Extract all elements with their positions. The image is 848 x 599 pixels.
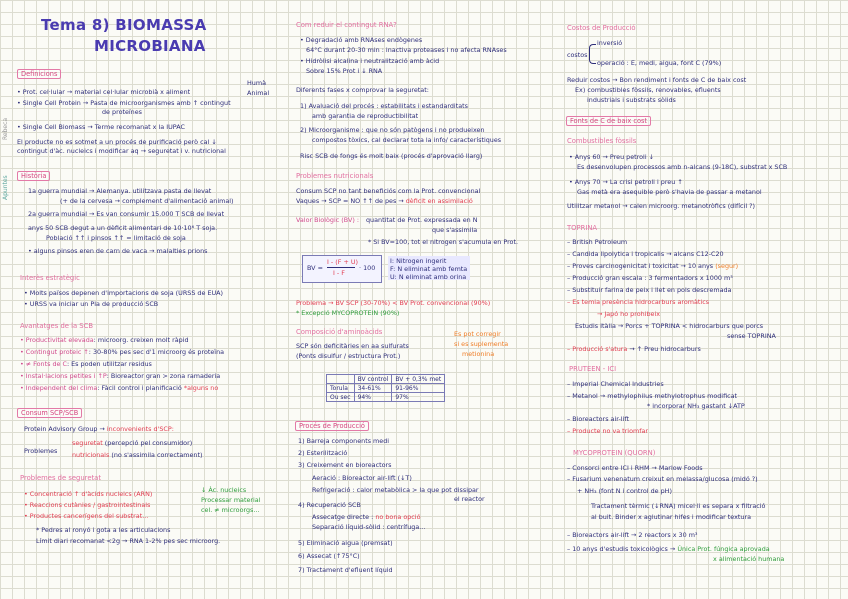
text-line: nutricionals (no s'assimila correctament) xyxy=(72,451,203,459)
text-line: Ex) combustibles fòssils, renovables, efluents xyxy=(575,86,721,94)
text-line: Tractament tèrmic (↓RNA) micel·li es separa x filtració xyxy=(591,502,766,510)
text-line: Es pot corregir xyxy=(454,330,501,338)
text-line: I: Nitrogen ingerit xyxy=(390,257,447,265)
text-line: • Concentració ↑ d'àcids nucleics (ARN) xyxy=(24,490,153,498)
section-header-interes: Interès estratègic xyxy=(20,274,80,282)
watermark-author: Rebeca xyxy=(2,117,9,140)
text-line: x alimentació humana xyxy=(713,555,785,563)
page-title-line2: MICROBIANA xyxy=(94,37,206,55)
text-line: • Reaccions cutànies / gastrointestinals xyxy=(24,501,151,509)
text-line: • Independent del clima: Fàcil control i planificació *alguns no xyxy=(20,384,219,392)
text-line: – Producció gran escala : 3 fermentadors x 1000 m³ xyxy=(567,274,733,282)
text-line: • Single Cell Protein → Pasta de microorganismes amb ↑ contingut xyxy=(17,99,231,107)
text-line: – Fusarium venenatum creixut en melassa/glucosa (midó ?) xyxy=(567,475,758,483)
text-line: • URSS va iniciar un Pla de producció SCB xyxy=(24,300,159,308)
text-line: 4) Recuperació SCB xyxy=(298,501,361,509)
section-header-nutricionals: Problemes nutricionals xyxy=(296,172,374,180)
text-line: industrials i substrats sòlids xyxy=(587,96,676,104)
text-line: Problemes xyxy=(24,447,58,455)
page-title-line1: Tema 8) BIOMASSA xyxy=(41,16,207,34)
text-line: * Si BV=100, tot el nitrogen s'acumula en Prot. xyxy=(368,238,519,246)
text-line: Vaques → SCP = NO ↑↑ de pes → dèficit en assimilació xyxy=(296,197,473,205)
text-line: • Hidròlisi alcalina i neutralització amb àcid xyxy=(300,57,440,65)
text-line: Es desenvolupen processos amb n-alcans (9-18C), substrat x SCB xyxy=(577,163,788,171)
text-line: • ≠ Fonts de C: Es poden utilitzar residus xyxy=(20,360,152,368)
text-line: si es suplementa xyxy=(454,340,509,348)
text-line: – Producte no va triomfar xyxy=(567,427,649,435)
text-line: * Pedres al ronyó i gota a les articulacions xyxy=(36,526,171,534)
text-line: Límit diari recomanat <2g → RNA 1-2% pes sec microorg. xyxy=(36,537,221,545)
text-line: • Productes cancerígens del substrat... xyxy=(24,512,149,520)
text-line: 2a guerra mundial → Es van consumir 15.000 T SCB de llevat xyxy=(28,210,225,218)
table-cell: Ou sec xyxy=(327,393,355,402)
text-line: Reduir costos → Bon rendiment i fonts de C de baix cost xyxy=(567,76,747,84)
text-line: • Anys 60 → Preu petroli ↓ xyxy=(569,153,654,161)
text-line: 64°C durant 20-30 min : inactiva proteases i no afecta RNAses xyxy=(306,46,507,54)
table-header: BV + 0,3% met xyxy=(392,375,445,384)
text-line: operació : E, medi, aigua, font C (79%) xyxy=(597,59,722,67)
text-line: Població ↑↑ i pinsos ↑↑ = limitació de soja xyxy=(46,234,186,242)
table-row xyxy=(327,393,445,402)
text-line: Animal xyxy=(247,89,270,97)
text-line: Diferents fases x comprovar la seguretat: xyxy=(296,86,429,94)
text-line: Risc SCB de fongs és molt baix (procés d'aprovació llarg) xyxy=(300,152,483,160)
text-line: 6) Assecat (↑75°C) xyxy=(298,552,360,560)
text-line: – 10 anys d'estudis toxicològics → Única Prot. fúngica aprovada xyxy=(567,545,770,553)
section-header-quorn: MYCOPROTEIN (QUORN) xyxy=(573,449,656,457)
text-line: anys 50 SCB degut a un dèficit alimentari de 10·10⁶ T soja. xyxy=(28,224,218,232)
text-line: – Substituir farina de peix i llet en pols descremada xyxy=(567,286,732,294)
text-line: que s'assimila xyxy=(432,226,478,234)
text-line: • Anys 70 → La crisi petroli i preu ↑ xyxy=(569,178,683,186)
section-header-avantatges: Avantatges de la SCB xyxy=(20,322,94,330)
text-line: – Bioreactors air-lift → 2 reactors x 30 m³ xyxy=(567,531,698,539)
text-line: → Japó ho prohibeix xyxy=(597,310,661,318)
table-cell: 94% xyxy=(354,393,392,402)
text-line: • Single Cell Biomass → Terme recomanat x la IUPAC xyxy=(17,123,185,131)
text-line: Estudis Itàlia → Porcs + TOPRINA < hidrocarburs que porcs xyxy=(575,322,764,330)
text-line: El producte no es sotmet a un procés de purificació però cal ↓ xyxy=(17,138,217,146)
section-header-historia: Història xyxy=(17,171,50,181)
text-line: 7) Tractament d'efluent líquid xyxy=(298,566,393,574)
text-line: SCP són deficitàries en aa sulfurats xyxy=(296,342,409,350)
text-line: + NH₃ (font N i control de pH) xyxy=(577,487,672,495)
text-line: – Consorci entre ICI i RHM → Marlow Foods xyxy=(567,464,703,472)
text-line: Utilitzar metanol → calen microorg. metanotròfics (difícil ?) xyxy=(567,202,756,210)
fraction-bar xyxy=(327,267,355,268)
text-line: Consum SCP no tant beneficiós com la Prot. convencional xyxy=(296,187,481,195)
watermark-brand: Apuntes xyxy=(2,175,9,200)
section-header-fontsc: Fonts de C de baix cost xyxy=(566,116,651,126)
text-line: Problema → BV SCP (30-70%) < BV Prot. convencional (90%) xyxy=(296,299,491,307)
text-line: Assecatge directe : no bona opció xyxy=(312,513,421,521)
text-line: Processar material xyxy=(201,496,261,504)
section-header-aminoacids: Composició d'aminoàcids xyxy=(296,328,383,336)
subsection-header-fossils: Combustibles fòssils xyxy=(567,137,637,145)
text-line: metionina xyxy=(462,350,495,358)
text-line: • Molts països depenen d'importacions de soja (URSS de EUA) xyxy=(24,289,224,297)
section-header-toprina: TOPRINA xyxy=(567,224,598,232)
text-line: – Bioreactors air-lift xyxy=(567,415,629,423)
text-line: seguretat (percepció pel consumidor) xyxy=(72,439,193,447)
text-line: Aeració : Bioreactor air-lift (↓T) xyxy=(312,474,412,482)
section-header-costos: Costos de Producció xyxy=(567,24,636,32)
text-line: Valor Biològic (BV) : xyxy=(296,216,359,224)
section-header-pruteen: PRUTEEN - ICI xyxy=(569,365,617,373)
text-line: – Metanol → methylophilus methylotrophus modificat xyxy=(567,392,738,400)
text-line: 2) Microorganisme : que no són patògens i no produeixen xyxy=(300,126,485,134)
text-line: (+ de la cervesa → complement d'alimentació animal) xyxy=(60,197,234,205)
text-line: • Instal·lacions petites i ↑P: Bioreactor gran > zona ramaderia xyxy=(20,372,221,380)
table-cell xyxy=(327,375,355,384)
text-line: • alguns pinsos eren de carn de vaca → malalties prions xyxy=(28,247,208,255)
text-line: 2) Esterilització xyxy=(298,449,348,457)
table-cell: 97% xyxy=(392,393,445,402)
section-header-consum: Consum SCP/SCB xyxy=(17,408,82,418)
text-line: 1) Barreja components medi xyxy=(298,437,390,445)
text-line: • Prot. cel·lular → material cel·lular microbià x aliment xyxy=(17,88,191,96)
text-line: al buit. Binder x aglutinar hifes i modificar textura xyxy=(591,513,752,521)
text-line: Sobre 15% Prot i ↓ RNA xyxy=(306,67,383,75)
text-line: – Es temia presència hidrocarburs aromàtics xyxy=(567,298,710,306)
text-line: (Ponts disulfur / estructura Prot.) xyxy=(296,352,401,360)
text-line: Refrigeració : calor metabòlica > la que pot dissipar xyxy=(312,486,479,494)
text-line: 1) Avaluació del procés : estabilitats i estandarditats xyxy=(300,102,468,110)
text-line: * incorporar NH₃ gastant ↓ATP xyxy=(647,402,745,410)
text-line: cel. ≠ microorgs... xyxy=(201,506,260,514)
text-line: – Producció s'atura → ↑ Preu hidrocarburs xyxy=(567,345,701,353)
text-line: 5) Eliminació aigua (premsat) xyxy=(298,539,393,547)
text-line: costos xyxy=(567,51,588,59)
text-line: Gas metà era asequible però s'havia de passar a metanol xyxy=(577,188,762,196)
text-line: Humà xyxy=(247,79,266,87)
table-header: BV control xyxy=(354,375,392,384)
table-row xyxy=(327,375,445,384)
table-cell: 91-96% xyxy=(392,384,445,393)
text-line: • Degradació amb RNAses endògenes xyxy=(300,36,423,44)
bv-table xyxy=(326,374,445,402)
text-line: * Excepció MYCOPROTEIN (90%) xyxy=(296,309,400,317)
text-line: contingut d'àc. nucleics i modificar aq → seguretat i v. nutricional xyxy=(17,147,226,155)
text-line: – British Petroleum xyxy=(567,238,628,246)
text-line: ↓ Àc. nucleics xyxy=(201,486,247,494)
text-line: • Contingut proteic ↑: 30-80% pes sec d'1 microorg és proteïna xyxy=(20,348,225,356)
text-line: – Candida lipolytica i tropicalis → alcans C12-C20 xyxy=(567,250,724,258)
text-line: F: N eliminat amb femta xyxy=(390,265,468,273)
text-line: 3) Creixement en bioreactors xyxy=(298,461,392,469)
text-line: compostos tòxics, cal declarar tota la info/ característiques xyxy=(312,136,502,144)
text-line: de proteïnes xyxy=(102,108,142,116)
text-line: Protein Advisory Group → inconvenients d'SCP: xyxy=(24,425,174,433)
text-line: amb garantia de reproductibilitat xyxy=(312,112,419,120)
text-line: Separació líquid-sòlid : centrífuga... xyxy=(312,523,426,531)
text-line: • Productivitat elevada: microorg. creixen molt ràpid xyxy=(20,336,189,344)
text-line: sense TOPRINA xyxy=(727,332,776,340)
table-cell: Torula xyxy=(327,384,355,393)
bv-formula: BV = I - (F + U) I - F · 100 xyxy=(302,255,382,283)
watermark xyxy=(2,40,12,240)
text-line: quantitat de Prot. expressada en N xyxy=(366,216,478,224)
section-header-seguretat: Problemes de seguretat xyxy=(20,474,101,482)
section-header-proces: Procés de Producció xyxy=(295,421,369,431)
table-cell: 34-61% xyxy=(354,384,392,393)
text-line: 1a guerra mundial → Alemanya. utilitzava pasta de llevat xyxy=(28,187,212,195)
section-header-definicions: Definicions xyxy=(17,69,61,79)
text-line: U: N eliminat amb orina xyxy=(390,273,467,281)
text-line: – Proves carcinogenicitat i toxicitat → 10 anys (segur) xyxy=(567,262,739,270)
table-row xyxy=(327,384,445,393)
brace xyxy=(589,44,596,64)
text-line: – Imperial Chemical Industries xyxy=(567,380,664,388)
section-header-reduir: Com reduir el contingut RNA? xyxy=(296,21,397,29)
text-line: inversió xyxy=(597,39,623,47)
text-line: el reactor xyxy=(454,495,485,503)
